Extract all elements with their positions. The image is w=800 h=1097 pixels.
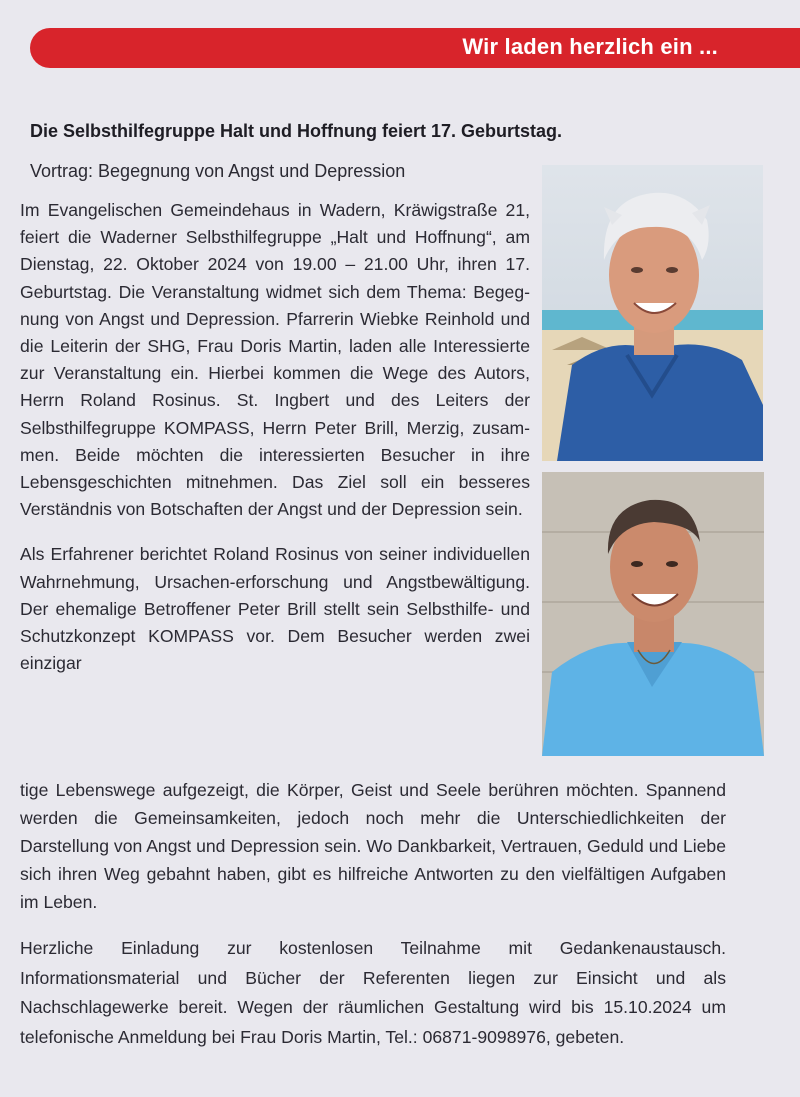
paragraph-1: Im Evangelischen Gemeindehaus in Wadern, Kräwigstraße 21, feiert die Waderner Selbsthilfegruppe „Halt und Hoffnung“, am Dienstag, 22. Oktober 2024 von 19.00 – 21.00 Uhr, ihren 17. Geburtstag. Die Veranstaltung widmet sich dem Thema: Begegnung von Angst und Depression. Pfarrerin Wiebke Reinhold und die Leiterin der SHG, Frau Doris Martin, laden alle Interessierte zur Veranstaltung ein. Hierbei kommen die Wege des Autors, Herrn Roland Rosinus. St. Ingbert und des Leiters der Selbsthilfegruppe KOMPASS, Herrn Peter Brill, Merzig, zusammen. Beide möchten die interessierten Besucher in ihre Lebensgeschichten mitnehmen. Das Ziel soll ein besseres Verständnis von Botschaften der Angst und der Depression sein. bbox=[20, 200, 530, 520]
header-banner bbox=[30, 28, 800, 68]
speaker-photo-roland-rosinus bbox=[542, 165, 763, 461]
article-body-wide bbox=[20, 776, 726, 916]
paragraph-3: Herzliche Einladung zur kostenlosen Teilnahme mit Gedankenaustausch. Informationsmaterial und Bücher der Referenten liegen zur Einsicht und als Nachschlagewerke bereit. Wegen der räumlichen Gestaltung wird bis 15.10.2024 um telefonische Anmeldung bei Frau Doris Martin, Tel.: 06871-9098976, gebeten. bbox=[20, 938, 726, 1047]
speaker-photo-peter-brill bbox=[542, 472, 764, 756]
article-body-column bbox=[20, 197, 530, 677]
article-heading: Die Selbsthilfegruppe Halt und Hoffnung feiert 17. Geburtstag. bbox=[30, 121, 563, 141]
article-subheading: Vortrag: Begegnung von Angst und Depression bbox=[30, 161, 406, 181]
paragraph-2-end: tige Lebenswege aufgezeigt, die Körper, Geist und Seele berühren möchten. Spannend werden die Gemeinsamkeiten, jedoch noch mehr die Unterschiedlichkeiten der Darstellung von Angst und Depression sein. Wo Dankbarkeit, Vertrauen, Geduld und Liebe sich ihren Weg gebahnt haben, gibt es hilfreiche Antworten zu den vielfältigen Aufgaben im Leben. bbox=[20, 780, 726, 912]
article-closing bbox=[20, 934, 726, 1052]
paragraph-2-start: Als Erfahrener berichtet Roland Rosinus von seiner individuellen Wahrnehmung, Ursachen-erforschung und Angstbewältigung. Der ehemalige Betroffener Peter Brill stellt sein Selbsthilfe- und Schutzkonzept KOMPASS vor. Dem Besucher werden zwei einzigar bbox=[20, 544, 530, 674]
banner-title: Wir laden herzlich ein ... bbox=[462, 34, 718, 59]
